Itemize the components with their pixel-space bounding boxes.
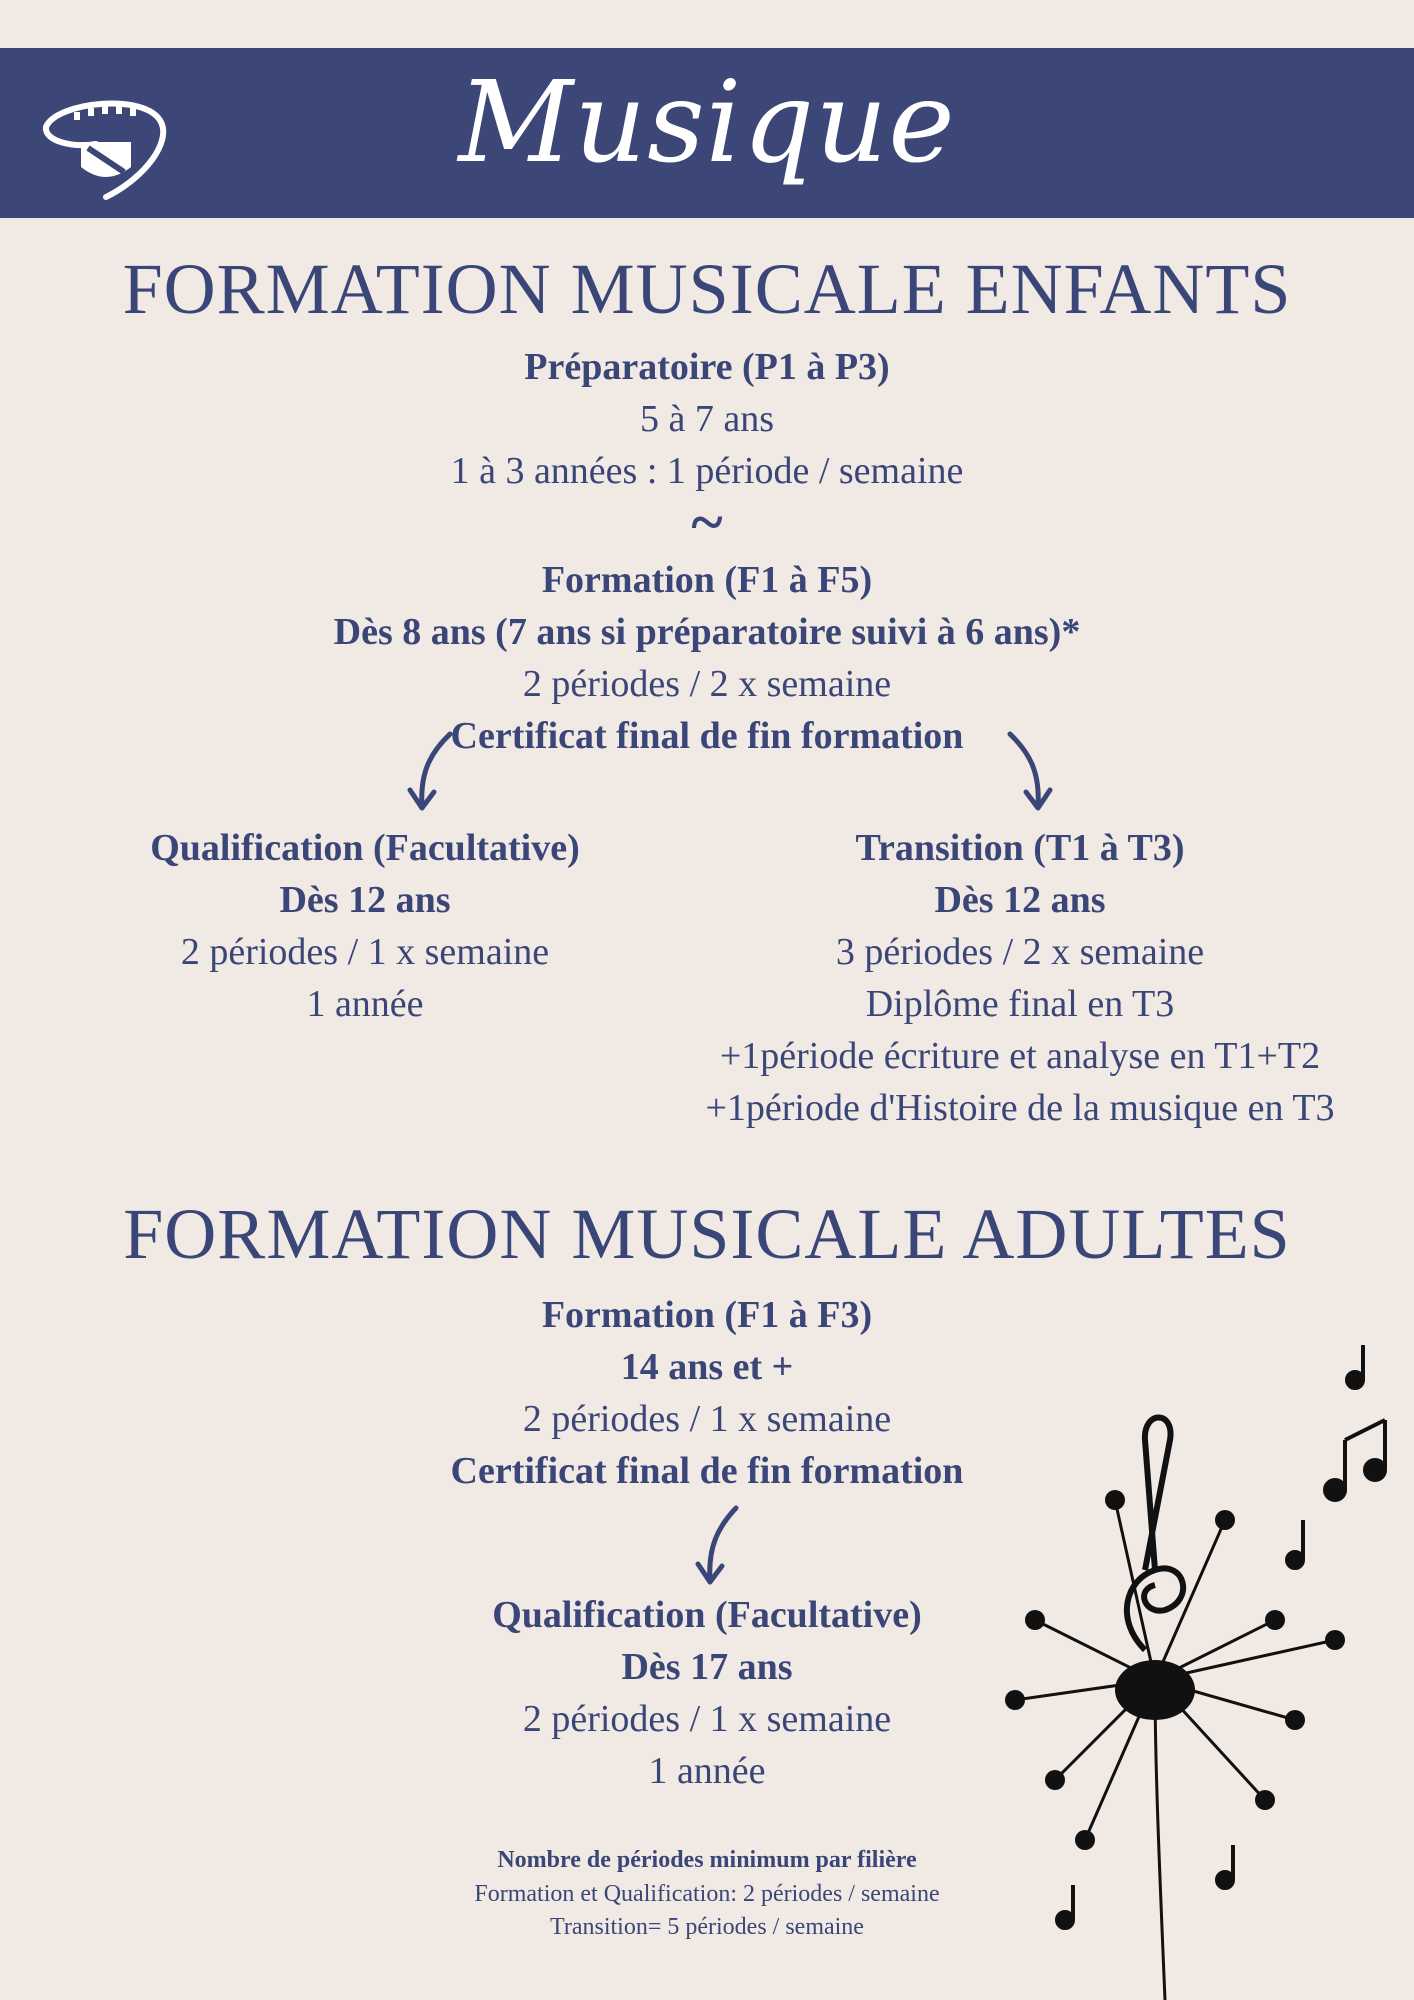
arrow-down-icon bbox=[690, 1502, 750, 1592]
footer-note-title: Nombre de périodes minimum par filière bbox=[497, 1847, 917, 1873]
adult-formation-age: 14 ans et + bbox=[620, 1346, 794, 1388]
transition-title: Transition (T1 à T3) bbox=[855, 827, 1185, 869]
transition-age: Dès 12 ans bbox=[934, 879, 1106, 921]
adult-formation-title: Formation (F1 à F3) bbox=[541, 1294, 873, 1336]
arrow-left-icon bbox=[400, 728, 470, 818]
footer-note-line-2: Transition= 5 périodes / semaine bbox=[550, 1914, 864, 1940]
formation-age: Dès 8 ans (7 ans si préparatoire suivi à 6 ans)* bbox=[333, 611, 1081, 653]
footer-note-line-1: Formation et Qualification: 2 périodes / semaine bbox=[474, 1881, 940, 1907]
adult-qualification-duration: 1 année bbox=[648, 1750, 766, 1792]
qualification-title: Qualification (Facultative) bbox=[150, 827, 580, 869]
arrow-right-icon bbox=[1000, 728, 1070, 818]
dandelion-music-notes-icon bbox=[995, 1320, 1414, 2000]
adult-formation-certificate: Certificat final de fin formation bbox=[450, 1450, 964, 1492]
preparatoire-title: Préparatoire (P1 à P3) bbox=[524, 346, 890, 388]
transition-extra-1: +1période écriture et analyse en T1+T2 bbox=[719, 1035, 1321, 1077]
formation-title: Formation (F1 à F5) bbox=[541, 559, 873, 601]
section-heading-enfants: FORMATION MUSICALE ENFANTS bbox=[122, 249, 1292, 329]
section-heading-adultes: FORMATION MUSICALE ADULTES bbox=[123, 1194, 1291, 1274]
transition-schedule: 3 périodes / 2 x semaine bbox=[835, 931, 1205, 973]
qualification-schedule: 2 périodes / 1 x semaine bbox=[180, 931, 550, 973]
adult-qualification-age: Dès 17 ans bbox=[621, 1646, 793, 1688]
page-title: Musique bbox=[458, 58, 956, 188]
preparatoire-schedule: 1 à 3 années : 1 période / semaine bbox=[450, 450, 964, 492]
adult-formation-schedule: 2 périodes / 1 x semaine bbox=[522, 1398, 892, 1440]
transition-diploma: Diplôme final en T3 bbox=[865, 983, 1175, 1025]
header-banner bbox=[0, 48, 1414, 218]
preparatoire-age: 5 à 7 ans bbox=[639, 398, 775, 440]
formation-certificate: Certificat final de fin formation bbox=[450, 715, 964, 757]
section-separator: ~ bbox=[691, 489, 723, 555]
adult-qualification-title: Qualification (Facultative) bbox=[492, 1594, 922, 1636]
qualification-duration: 1 année bbox=[306, 983, 424, 1025]
adult-qualification-schedule: 2 périodes / 1 x semaine bbox=[522, 1698, 892, 1740]
formation-schedule: 2 périodes / 2 x semaine bbox=[522, 663, 892, 705]
transition-extra-2: +1période d'Histoire de la musique en T3 bbox=[705, 1087, 1335, 1129]
qualification-age: Dès 12 ans bbox=[279, 879, 451, 921]
